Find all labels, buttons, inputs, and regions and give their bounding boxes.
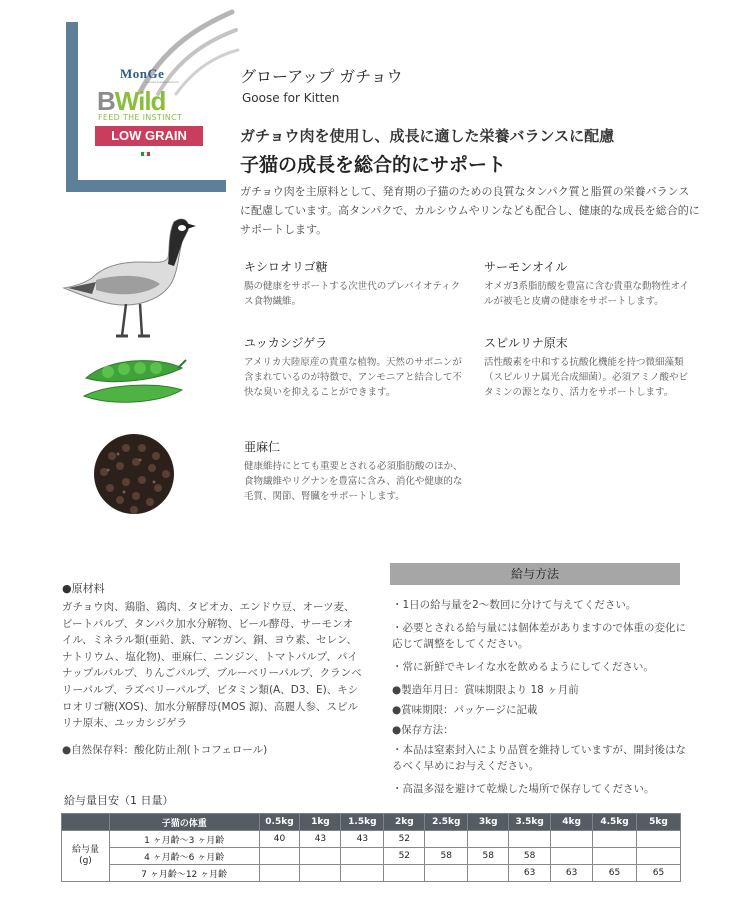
- table-age: 7 ヶ月齢〜12 ヶ月齢: [109, 865, 259, 882]
- feature-title: キシロオリゴ糖: [244, 260, 328, 274]
- feature-body: オメガ3系脂肪酸を豊富に含む貴重な動物性オイルが被毛と皮膚の健康をサポートします。: [484, 281, 689, 307]
- table-cell: [509, 831, 551, 848]
- feeding-item: ・1日の給与量を2〜数回に分けて与えてください。: [392, 599, 637, 611]
- table-cell: 52: [384, 848, 425, 865]
- product-name-en: Goose for Kitten: [242, 91, 340, 105]
- table-cell: 58: [468, 848, 509, 865]
- italy-flag-icon: [141, 152, 150, 156]
- table-caption: 給与量目安（1 日量）: [64, 794, 174, 807]
- ingredients-additive: ●自然保存料：酸化防止剤(トコフェロール): [62, 744, 268, 756]
- table-cell: [384, 865, 425, 882]
- feature-title: スピルリナ原末: [484, 336, 568, 350]
- table-cell: [593, 848, 637, 865]
- table-header-weight: 2.5kg: [425, 814, 468, 831]
- table-age: 1 ヶ月齢〜3 ヶ月齢: [109, 831, 259, 848]
- feature-body: アメリカ大陸原産の貴重な植物。天然のサポニンが含まれているのが特徴で、アンモニアと結合して不快な臭いを抑えることができます。: [244, 357, 462, 398]
- table-cell: 43: [300, 831, 341, 848]
- table-cell: [593, 831, 637, 848]
- table-cell: 65: [593, 865, 637, 882]
- table-cell: [468, 831, 509, 848]
- table-cell: [259, 865, 300, 882]
- headline-main: 子猫の成長を総合的にサポート: [240, 154, 507, 176]
- table-cell: 65: [637, 865, 681, 882]
- table-age: 4 ヶ月齢〜6 ヶ月齢: [109, 848, 259, 865]
- feature-salmon-oil: [484, 258, 694, 309]
- claw-marks-icon: [120, 6, 240, 96]
- storage-title: ●保存方法：: [392, 724, 454, 736]
- table-cell: 52: [384, 831, 425, 848]
- table-row: [62, 865, 681, 882]
- brand-logo-b: B: [97, 86, 115, 116]
- table-cell: [637, 848, 681, 865]
- feature-body: 健康維持にとても重要とされる必須脂肪酸のほか、食物繊維やリグナンを豊富に含み、消化や健康的な毛質、関節、腎臓をサポートします。: [244, 461, 463, 502]
- table-cell: 40: [259, 831, 300, 848]
- feeding-item: ・必要とされる給与量には個体差がありますので体重の変化に応じて調整をしてください。: [392, 622, 686, 650]
- peas-illustration: [78, 350, 188, 410]
- manufacture-date: ●製造年月日：賞味期限より 18 ヶ月前: [392, 684, 579, 696]
- ingredients-list: ガチョウ肉、鶏脂、鶏肉、タピオカ、エンドウ豆、オーツ麦、ビートパルプ、タンパク加水分解物、ビール酵母、サーモンオイル、ミネラル類(亜鉛、鉄、マンガン、銅、ヨウ素、セレン、ナトリウム、塩化物)、亜麻仁、ニンジン、トマトパルプ、パイナップルパルプ、りんごパルプ、ブルーベリーパルプ、クランベリーパルプ、ラズベリーパルプ、ビタミン類(A、D3、E)、キシロオリゴ糖(XOS)、加水分解酵母(MOS 源)、高麗人参、スピルリナ原末、ユッカシジゲラ: [62, 601, 362, 730]
- feeding-method-list: [392, 597, 692, 804]
- table-header-weight: 2kg: [384, 814, 425, 831]
- table-cell: [551, 831, 593, 848]
- table-header-weight: 3kg: [468, 814, 509, 831]
- table-cell: 58: [509, 848, 551, 865]
- brand-line-badge: LOW GRAIN: [95, 126, 203, 146]
- table-cell: [551, 848, 593, 865]
- feature-yucca: [244, 334, 464, 400]
- intro-text: ガチョウ肉を主原料として、発育期の子猫のための良質なタンパク質と脂質の栄養バランスに配慮しています。高タンパクで、カルシウムやリンなども配合し、健康的な成長を総合的にサポートします。: [240, 185, 700, 236]
- storage-item: ・本品は窒素封入により品質を維持していますが、開封後はなるべく早めにお与えください。: [392, 744, 686, 772]
- table-cell: [341, 865, 384, 882]
- table-cell: [468, 865, 509, 882]
- feature-title: ユッカシジゲラ: [244, 336, 328, 350]
- feature-body: 腸の健康をサポートする次世代のプレバイオティクス食物繊維。: [244, 281, 461, 307]
- feature-flaxseed: [244, 438, 464, 504]
- table-cell: [425, 865, 468, 882]
- table-header-weight: 1kg: [300, 814, 341, 831]
- table-header-weight: 5kg: [637, 814, 681, 831]
- table-cell: [341, 848, 384, 865]
- expiry-date: ●賞味期限：パッケージに記載: [392, 704, 538, 716]
- feeding-table: [61, 813, 681, 882]
- table-header-corner: [62, 814, 110, 831]
- feature-xos: [244, 258, 464, 309]
- table-cell: 63: [551, 865, 593, 882]
- brand-tagline: FEED THE INSTINCT: [98, 113, 183, 122]
- brand-maker-sub: natural superpremium: [145, 80, 179, 84]
- table-row: [62, 831, 681, 848]
- table-header-row: [62, 814, 681, 831]
- table-header-weight: 3.5kg: [509, 814, 551, 831]
- table-header-weight-label: 子猫の体重: [109, 814, 259, 831]
- table-header-weight: 0.5kg: [259, 814, 300, 831]
- table-cell: [300, 865, 341, 882]
- feature-title: 亜麻仁: [244, 440, 281, 454]
- brand-logo-wild: Wild: [114, 86, 166, 116]
- table-cell: 63: [509, 865, 551, 882]
- table-row: [62, 848, 681, 865]
- storage-item: ・高温多湿を避けて乾燥した場所で保存してください。: [392, 783, 655, 795]
- table-cell: [300, 848, 341, 865]
- table-cell: 58: [425, 848, 468, 865]
- table-cell: [259, 848, 300, 865]
- brand-maker-logo: MonGe: [120, 66, 165, 81]
- table-cell: [425, 831, 468, 848]
- flaxseed-illustration: [82, 426, 186, 522]
- headline-sub: ガチョウ肉を使用し、成長に適した栄養バランスに配慮: [240, 127, 615, 145]
- goose-illustration: [56, 208, 206, 340]
- feature-body: 活性酸素を中和する抗酸化機能を持つ微細藻類（スピルリナ属光合成細菌）。必須アミノ酸やビタミンの源となり、活力をサポートします。: [484, 357, 689, 398]
- ingredients-title: ●原材料: [62, 582, 105, 595]
- table-header-weight: 4kg: [551, 814, 593, 831]
- product-name-jp: グローアップ ガチョウ: [240, 67, 403, 86]
- feature-spirulina: [484, 334, 694, 400]
- feeding-method-header: 給与方法: [390, 563, 680, 585]
- table-header-weight: 1.5kg: [341, 814, 384, 831]
- table-header-weight: 4.5kg: [593, 814, 637, 831]
- feeding-item: ・常に新鮮でキレイな水を飲めるようにしてください。: [392, 661, 654, 673]
- feature-title: サーモンオイル: [484, 260, 568, 274]
- table-cell: 43: [341, 831, 384, 848]
- table-cell: [637, 831, 681, 848]
- table-row-label: 給与量 (g): [62, 831, 110, 882]
